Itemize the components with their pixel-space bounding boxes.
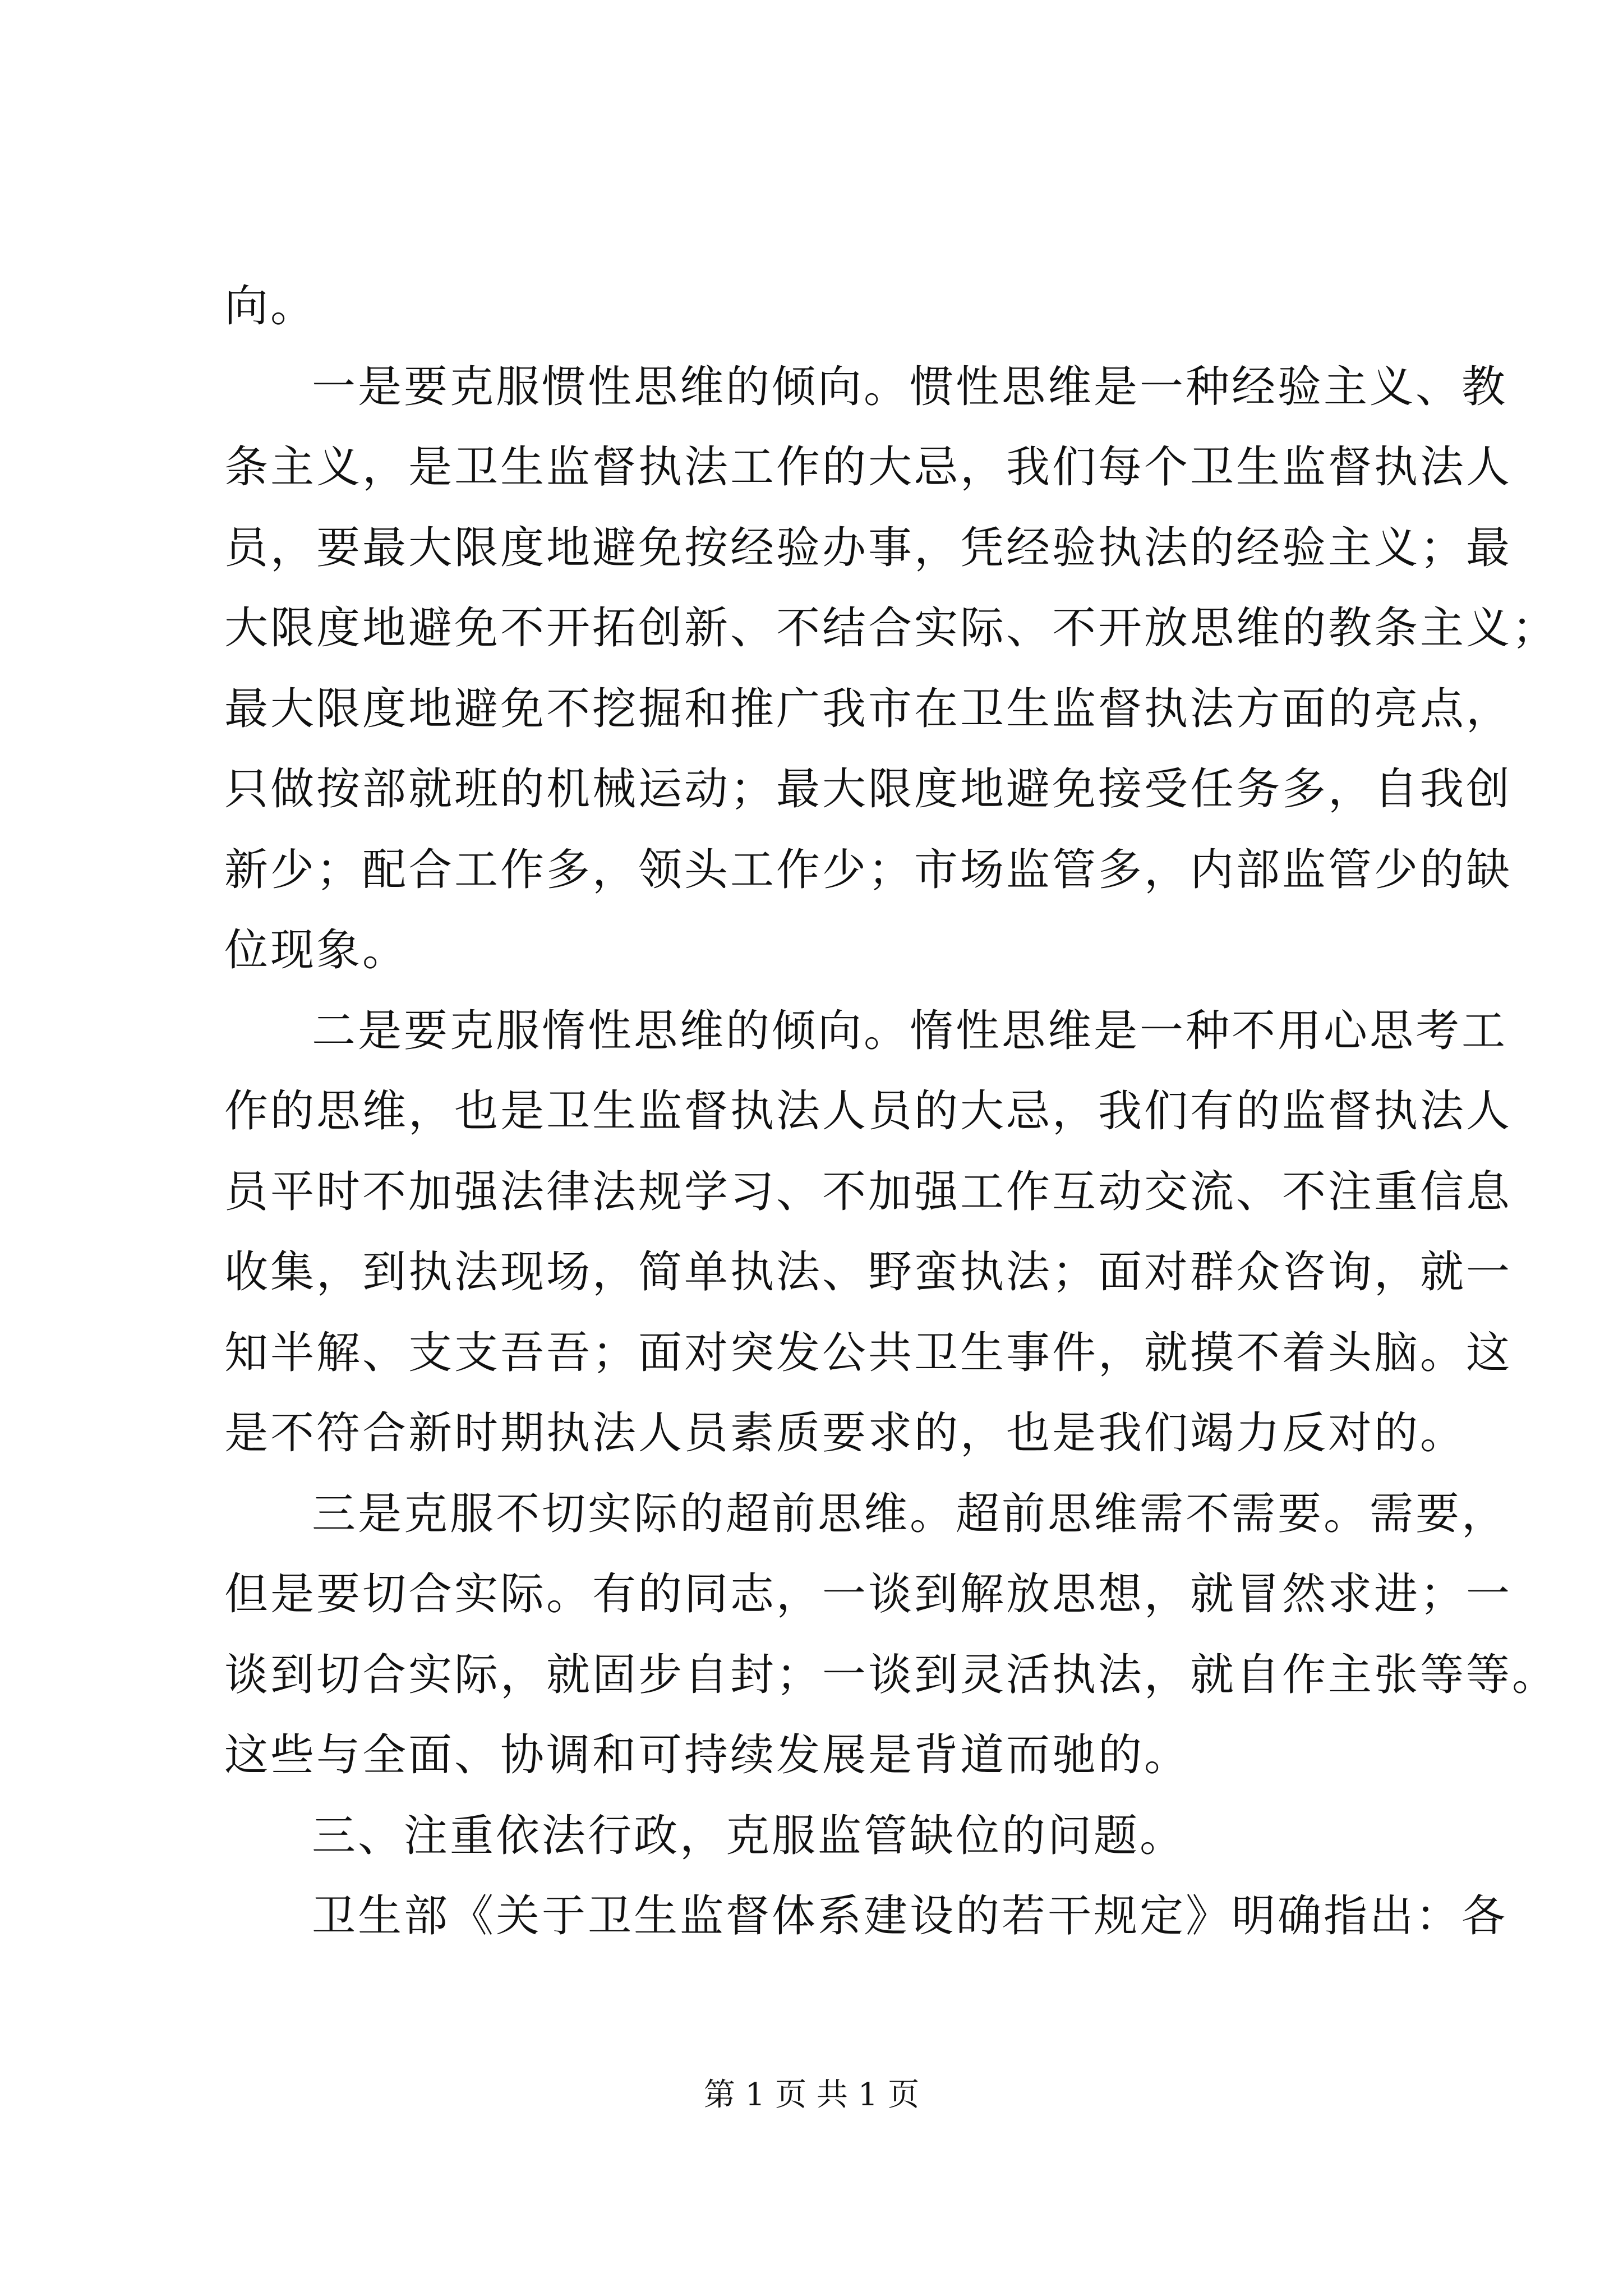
text-line: 是不符合新时期执法人员素质要求的，也是我们竭力反对的。 bbox=[224, 1408, 1467, 1458]
text-line: 知半解、支支吾吾；面对突发公共卫生事件，就摸不着头脑。这 bbox=[224, 1327, 1513, 1378]
text-line: 位现象。 bbox=[224, 925, 409, 976]
text-line: 员平时不加强法律法规学习、不加强工作互动交流、不注重信息 bbox=[224, 1166, 1513, 1217]
page-footer: 第 1 页 共 1 页 bbox=[703, 2077, 920, 2113]
text-line: 三、注重依法行政，克服监管缺位的问题。 bbox=[312, 1810, 1186, 1861]
text-line: 三是克服不切实际的超前思维。超前思维需不需要。需要， bbox=[312, 1488, 1508, 1539]
text-line: 新少；配合工作多，领头工作少；市场监管多，内部监管少的缺 bbox=[224, 844, 1513, 895]
text-line: 谈到切合实际，就固步自封；一谈到灵活执法，就自作主张等等。 bbox=[224, 1649, 1559, 1700]
text-line: 最大限度地避免不挖掘和推广我市在卫生监督执法方面的亮点， bbox=[224, 683, 1513, 734]
document-body bbox=[224, 266, 1559, 1957]
text-line: 卫生部《关于卫生监督体系建设的若干规定》明确指出：各 bbox=[312, 1891, 1508, 1941]
text-line: 向。 bbox=[224, 281, 317, 332]
text-line: 收集，到执法现场，简单执法、野蛮执法；面对群众咨询，就一 bbox=[224, 1247, 1513, 1297]
text-line: 大限度地避免不开拓创新、不结合实际、不开放思维的教条主义； bbox=[224, 603, 1559, 654]
text-line: 一是要克服惯性思维的倾向。惯性思维是一种经验主义、教 bbox=[312, 361, 1508, 412]
text-line: 只做按部就班的机械运动；最大限度地避免接受任务多，自我创 bbox=[224, 764, 1513, 815]
text-line: 这些与全面、协调和可持续发展是背道而驰的。 bbox=[224, 1730, 1191, 1780]
text-line: 员，要最大限度地避免按经验办事，凭经验执法的经验主义；最 bbox=[224, 522, 1513, 573]
text-line: 但是要切合实际。有的同志，一谈到解放思想，就冒然求进；一 bbox=[224, 1569, 1513, 1619]
text-line: 二是要克服惰性思维的倾向。惰性思维是一种不用心思考工 bbox=[312, 1005, 1508, 1056]
text-line: 作的思维，也是卫生监督执法人员的大忌，我们有的监督执法人 bbox=[224, 1086, 1513, 1137]
text-line: 条主义，是卫生监督执法工作的大忌，我们每个卫生监督执法人 bbox=[224, 442, 1513, 493]
